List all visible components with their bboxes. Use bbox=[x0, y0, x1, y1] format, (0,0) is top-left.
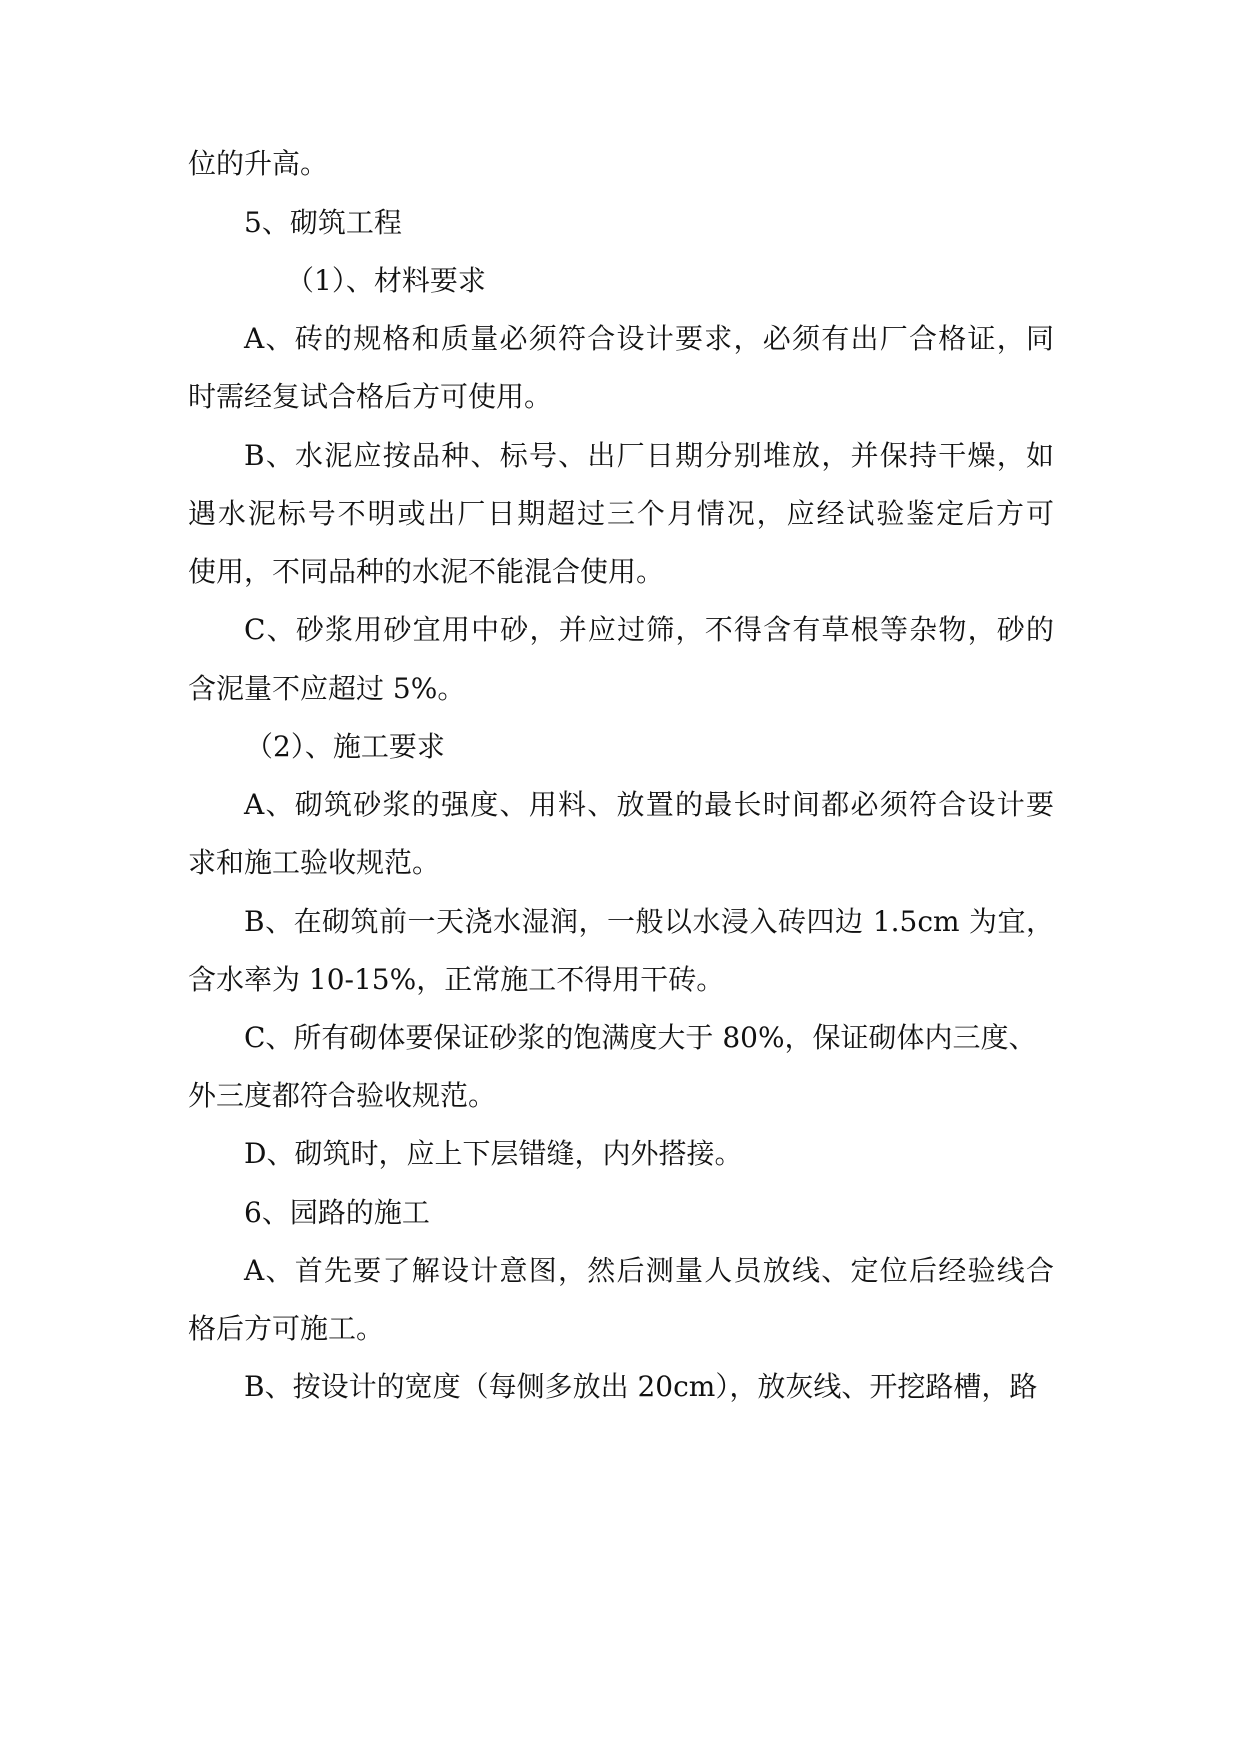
paragraph-line: A、砌筑砂浆的强度、用料、放置的最长时间都必须符合设计要 bbox=[244, 788, 1054, 821]
paragraph-line: 格后方可施工。 bbox=[188, 1312, 385, 1345]
paragraph-line: 求和施工验收规范。 bbox=[188, 846, 441, 879]
paragraph-line: A、首先要了解设计意图，然后测量人员放线、定位后经验线合 bbox=[244, 1254, 1054, 1287]
subheading-construction-requirements: （2）、施工要求 bbox=[245, 730, 445, 763]
paragraph-line: 含泥量不应超过 5%。 bbox=[188, 672, 466, 705]
subheading-material-requirements: （1）、材料要求 bbox=[286, 264, 486, 297]
paragraph-line: B、按设计的宽度（每侧多放出 20cm），放灰线、开挖路槽，路 bbox=[244, 1370, 1038, 1403]
paragraph-line: B、在砌筑前一天浇水湿润，一般以水浸入砖四边 1.5cm 为宜， bbox=[244, 905, 1054, 938]
paragraph-line: 遇水泥标号不明或出厂日期超过三个月情况，应经试验鉴定后方可 bbox=[188, 497, 1054, 530]
paragraph-continuation: 位的升高。 bbox=[188, 147, 329, 180]
paragraph-line: 时需经复试合格后方可使用。 bbox=[188, 380, 553, 413]
paragraph-line: 含水率为 10-15%，正常施工不得用干砖。 bbox=[188, 963, 725, 996]
paragraph-line: B、水泥应按品种、标号、出厂日期分别堆放，并保持干燥，如 bbox=[244, 439, 1054, 472]
paragraph-line: 使用，不同品种的水泥不能混合使用。 bbox=[188, 555, 665, 588]
paragraph-line: 外三度都符合验收规范。 bbox=[188, 1079, 497, 1112]
paragraph-line: A、砖的规格和质量必须符合设计要求，必须有出厂合格证，同 bbox=[244, 322, 1054, 355]
paragraph-line: D、砌筑时，应上下层错缝，内外搭接。 bbox=[244, 1137, 743, 1170]
section-heading-garden-path: 6、园路的施工 bbox=[244, 1196, 430, 1229]
section-heading-masonry: 5、砌筑工程 bbox=[244, 206, 402, 239]
paragraph-line: C、砂浆用砂宜用中砂，并应过筛，不得含有草根等杂物，砂的 bbox=[244, 613, 1054, 646]
paragraph-line: C、所有砌体要保证砂浆的饱满度大于 80%，保证砌体内三度、 bbox=[244, 1021, 1037, 1054]
